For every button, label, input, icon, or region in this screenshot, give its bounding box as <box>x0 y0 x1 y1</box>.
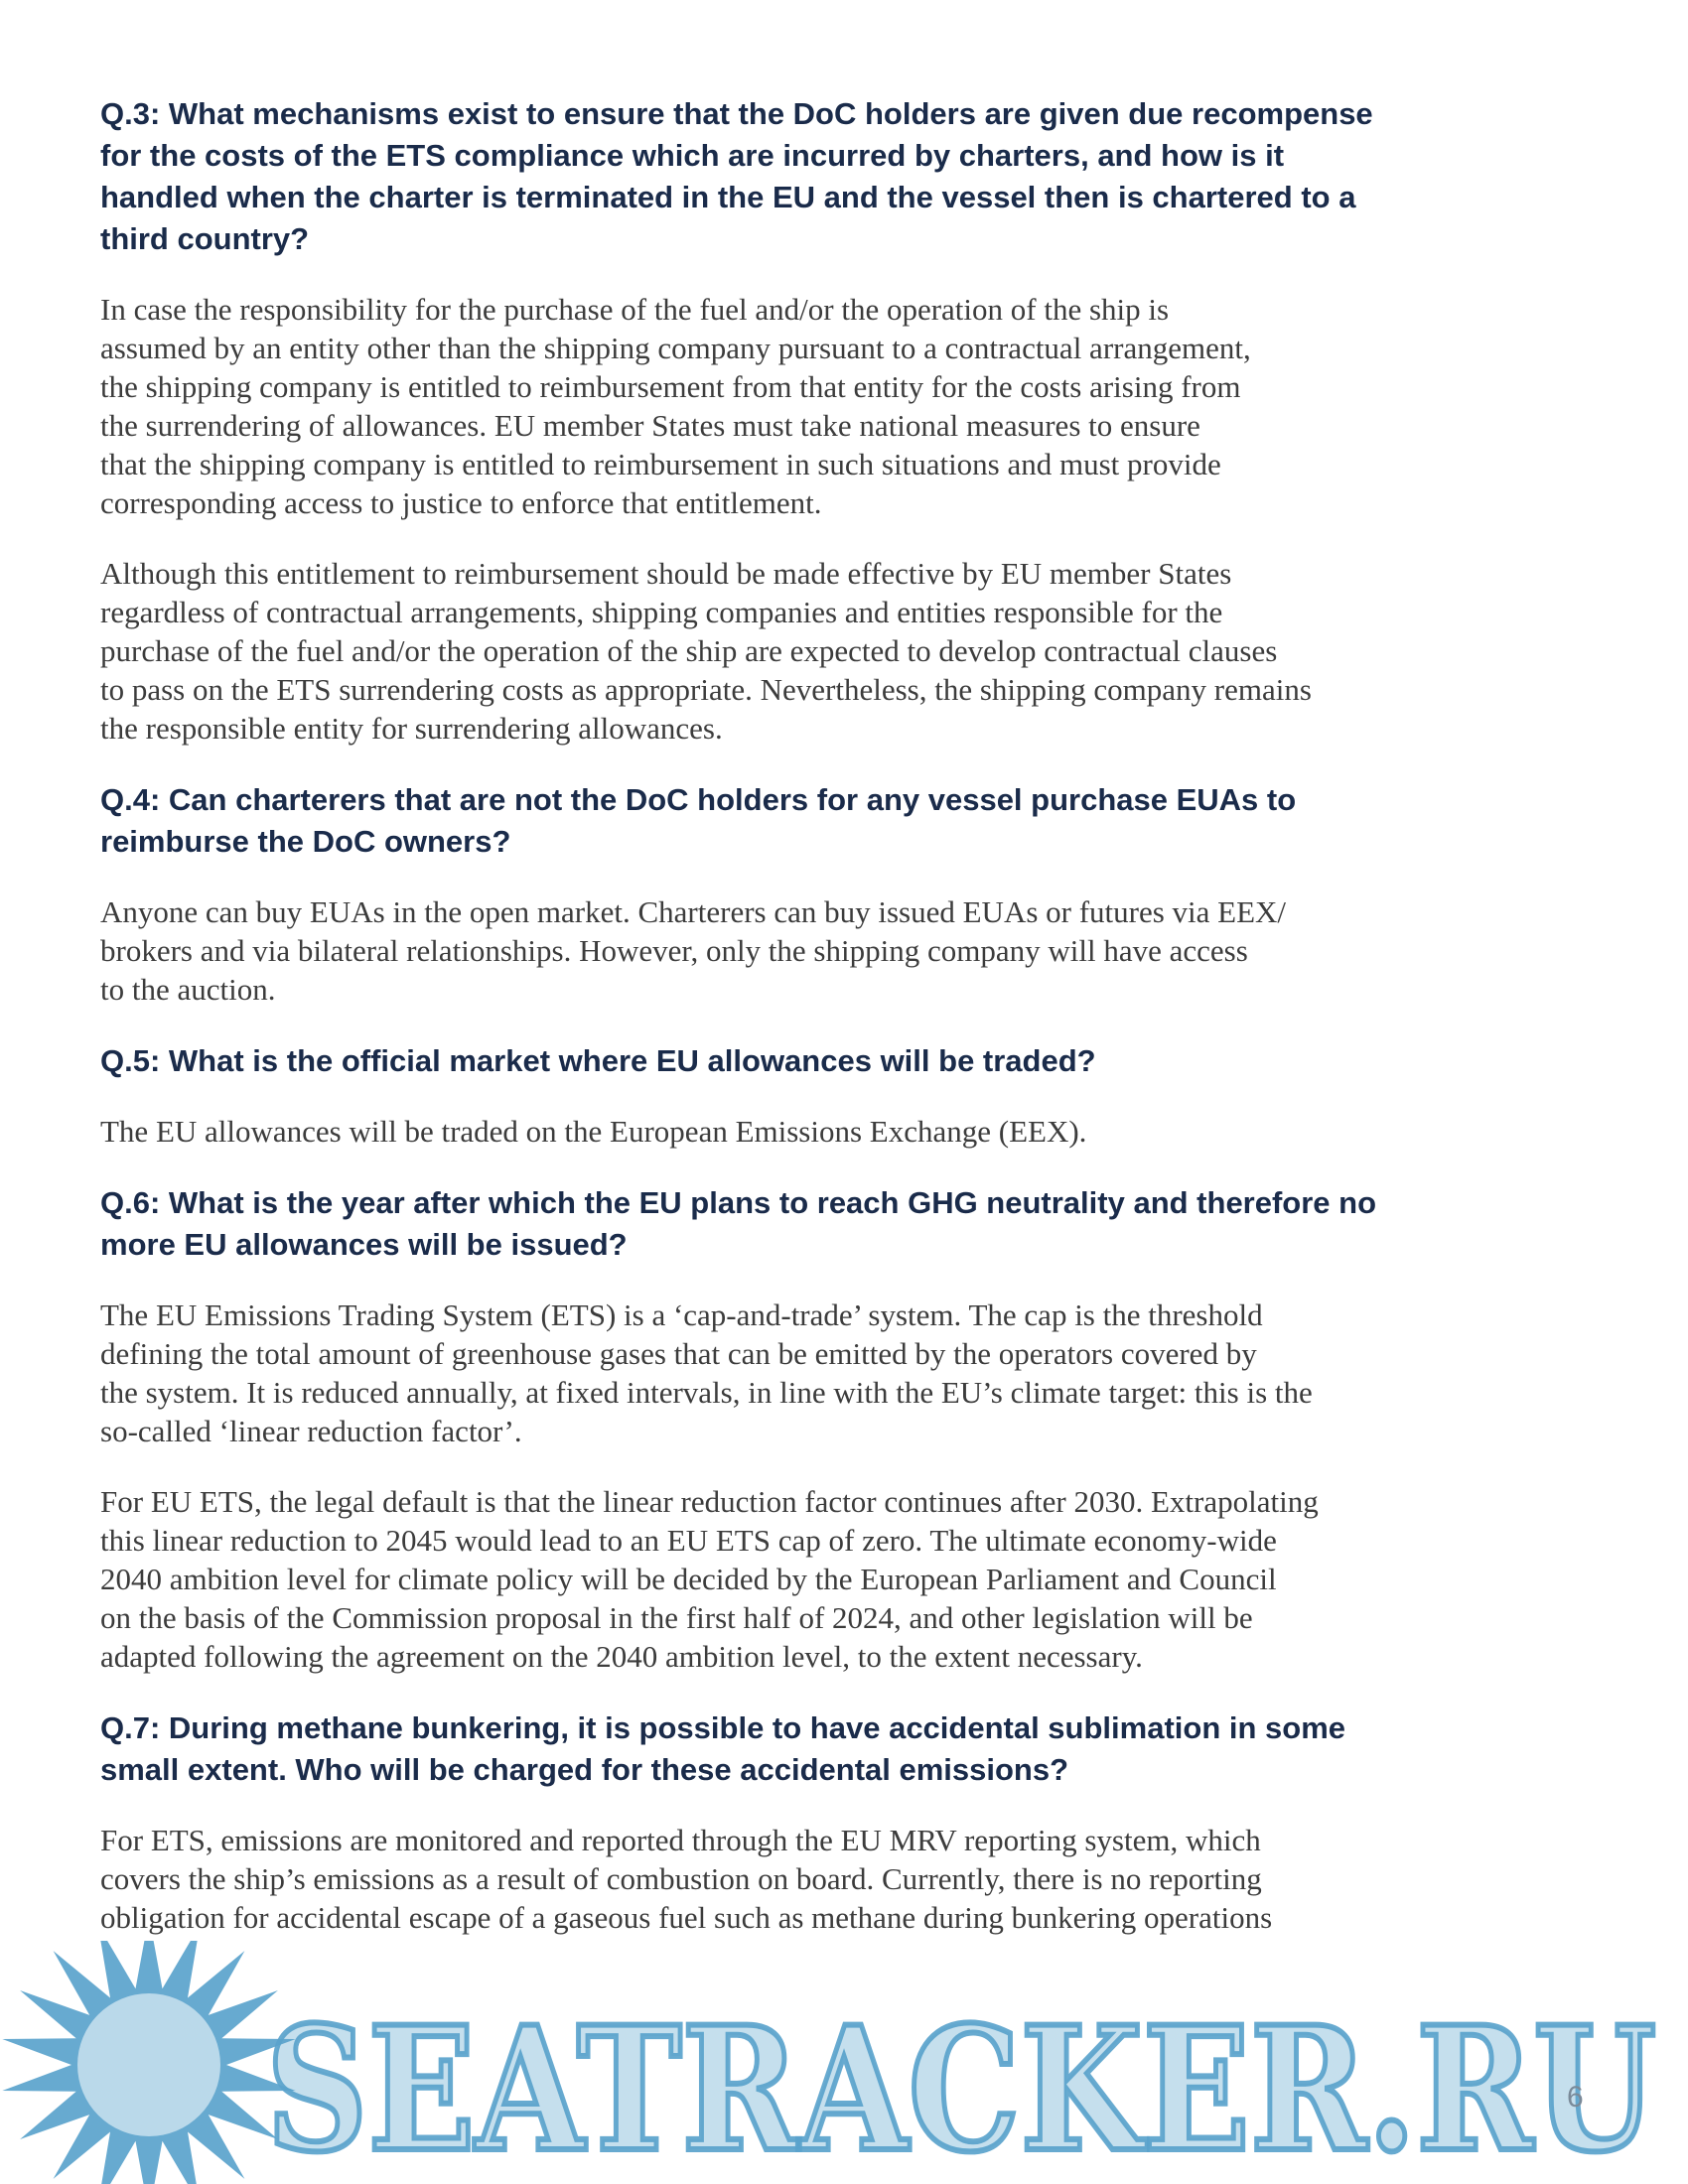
page-number: 6 <box>1567 2081 1584 2114</box>
question-line: Q.7: During methane bunkering, it is possible to have accidental sublimation in some <box>100 1710 1346 1745</box>
question-heading <box>100 1040 1590 1082</box>
answer-line: 2040 ambition level for climate policy will be decided by the European Parliament and Council <box>100 1562 1277 1596</box>
question-heading <box>100 93 1590 260</box>
sun-burst-icon <box>2 1941 295 2184</box>
answer-line: defining the total amount of greenhouse gases that can be emitted by the operators covered by <box>100 1336 1257 1371</box>
answer-paragraph <box>100 892 1590 1009</box>
answer-line: Although this entitlement to reimbursement should be made effective by EU member States <box>100 556 1232 591</box>
answer-line: corresponding access to justice to enforce that entitlement. <box>100 485 822 520</box>
question-heading <box>100 1182 1590 1266</box>
answer-line: this linear reduction to 2045 would lead to an EU ETS cap of zero. The ultimate economy-wide <box>100 1523 1277 1558</box>
question-line: Q.4: Can charterers that are not the DoC holders for any vessel purchase EUAs to <box>100 782 1297 817</box>
answer-line: Anyone can buy EUAs in the open market. Charterers can buy issued EUAs or futures via EEX/ <box>100 894 1287 929</box>
question-line: Q.3: What mechanisms exist to ensure that the DoC holders are given due recompense <box>100 96 1373 131</box>
answer-line: regardless of contractual arrangements, shipping companies and entities responsible for the <box>100 595 1223 629</box>
question-line: Q.6: What is the year after which the EU plans to reach GHG neutrality and therefore no <box>100 1185 1377 1220</box>
watermark-text-fill: SEATRACKER.RU <box>266 1988 1656 2184</box>
question-line: handled when the charter is terminated in the EU and the vessel then is chartered to a <box>100 180 1356 214</box>
answer-paragraph <box>100 554 1590 748</box>
answer-line: assumed by an entity other than the shipping company pursuant to a contractual arrangement, <box>100 331 1251 365</box>
question-heading <box>100 1707 1590 1791</box>
question-heading <box>100 779 1590 863</box>
answer-line: In case the responsibility for the purchase of the fuel and/or the operation of the ship is <box>100 292 1170 327</box>
question-line: Q.5: What is the official market where EU allowances will be traded? <box>100 1043 1096 1078</box>
answer-line: brokers and via bilateral relationships. However, only the shipping company will have access <box>100 933 1248 968</box>
answer-line: the responsible entity for surrendering allowances. <box>100 711 723 746</box>
question-line: more EU allowances will be issued? <box>100 1227 628 1262</box>
answer-paragraph <box>100 1296 1590 1450</box>
answer-line: the system. It is reduced annually, at fixed intervals, in line with the EU’s climate target: this is the <box>100 1375 1313 1410</box>
answer-line: to pass on the ETS surrendering costs as appropriate. Nevertheless, the shipping company remains <box>100 672 1312 707</box>
answer-line: The EU allowances will be traded on the European Emissions Exchange (EEX). <box>100 1114 1087 1149</box>
answer-line: For ETS, emissions are monitored and reported through the EU MRV reporting system, which <box>100 1823 1261 1857</box>
watermark-text: SEATRACKER.RU <box>266 1988 1656 2184</box>
question-line: for the costs of the ETS compliance which are incurred by charters, and how is it <box>100 138 1285 173</box>
answer-paragraph <box>100 1821 1590 1937</box>
answer-line: covers the ship’s emissions as a result of combustion on board. Currently, there is no reporting <box>100 1861 1262 1896</box>
answer-line: the surrendering of allowances. EU member States must take national measures to ensure <box>100 408 1200 443</box>
answer-line: The EU Emissions Trading System (ETS) is a ‘cap-and-trade’ system. The cap is the threshold <box>100 1297 1263 1332</box>
answer-line: that the shipping company is entitled to reimbursement in such situations and must provide <box>100 447 1221 481</box>
question-line: third country? <box>100 221 310 256</box>
answer-line: the shipping company is entitled to reimbursement from that entity for the costs arising from <box>100 369 1241 404</box>
question-line: reimburse the DoC owners? <box>100 824 511 859</box>
answer-line: to the auction. <box>100 972 276 1007</box>
watermark <box>0 1941 1688 2184</box>
answer-paragraph <box>100 1482 1590 1676</box>
answer-paragraph <box>100 290 1590 522</box>
answer-line: obligation for accidental escape of a gaseous fuel such as methane during bunkering operations <box>100 1900 1273 1935</box>
answer-line: purchase of the fuel and/or the operation of the ship are expected to develop contractual clauses <box>100 633 1278 668</box>
page-content <box>100 93 1590 1969</box>
answer-line: For EU ETS, the legal default is that the linear reduction factor continues after 2030. Extrapolating <box>100 1484 1319 1519</box>
answer-paragraph <box>100 1112 1590 1151</box>
answer-line: on the basis of the Commission proposal in the first half of 2024, and other legislation will be <box>100 1600 1253 1635</box>
question-line: small extent. Who will be charged for these accidental emissions? <box>100 1752 1069 1787</box>
answer-line: so-called ‘linear reduction factor’. <box>100 1414 522 1448</box>
answer-line: adapted following the agreement on the 2040 ambition level, to the extent necessary. <box>100 1639 1143 1674</box>
